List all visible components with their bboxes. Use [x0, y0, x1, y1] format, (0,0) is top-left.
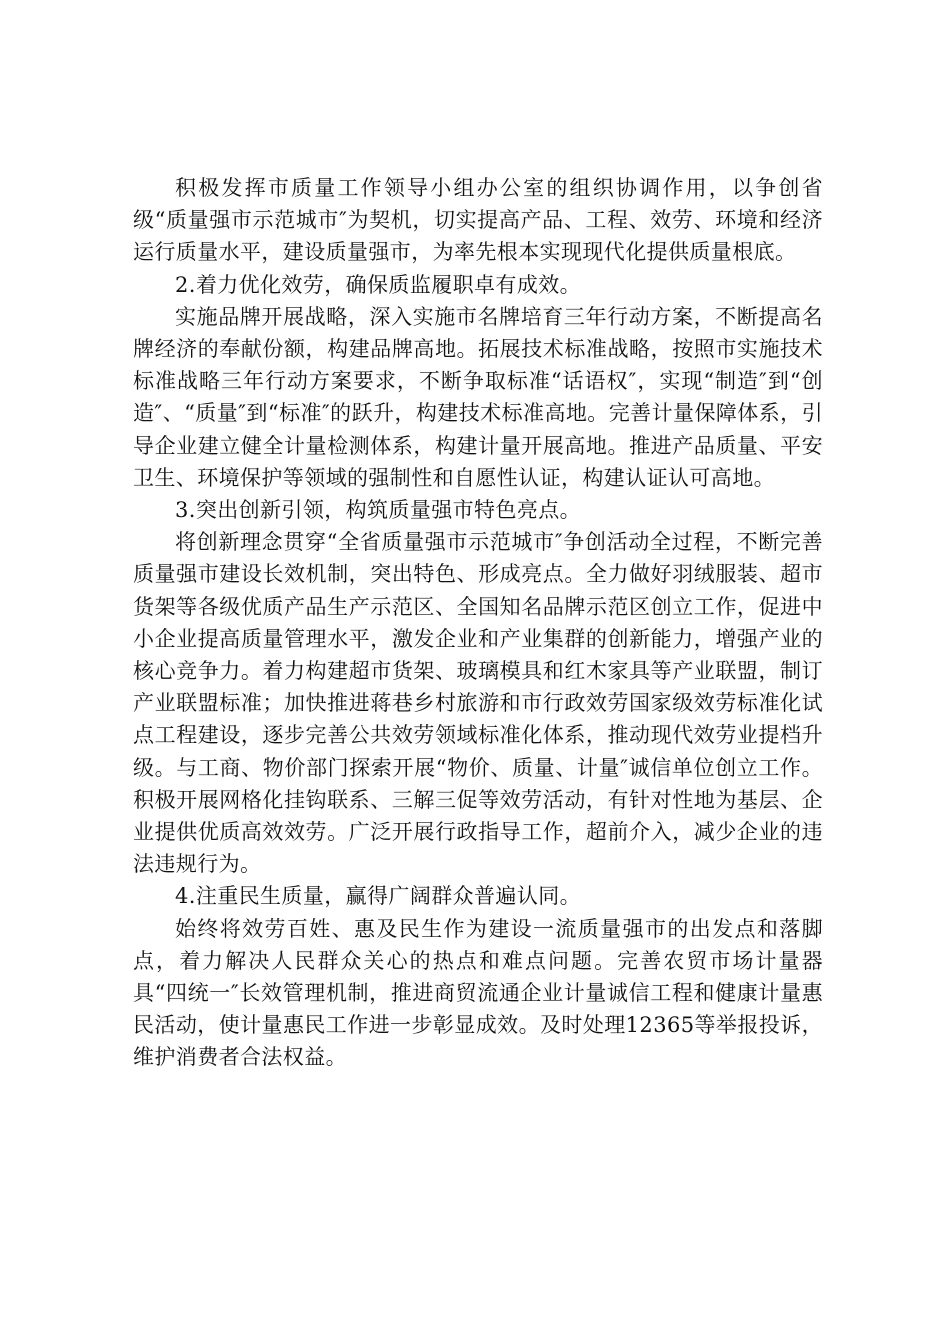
paragraph-quality-coordination: 积极发挥市质量工作领导小组办公室的组织协调作用，以争创省级“质量强市示范城市″为契机，切实提高产品、工程、效劳、环境和经济运行质量水平，建设质量强市，为率先根本实现现代化提供质量根底。 — [133, 176, 823, 265]
paragraph-livelihood-details: 始终将效劳百姓、惠及民生作为建设一流质量强市的出发点和落脚点，着力解决人民群众关心的热点和难点问题。完善农贸市场计量器具“四统一″长效管理机制，推进商贸流通企业计量诚信工程和健康计量惠民活动，使计量惠民工作进一步彰显成效。及时处理12365等举报投诉，维护消费者合法权益。 — [133, 916, 823, 1070]
heading-livelihood-quality: 4.注重民生质量，赢得广阔群众普遍认同。 — [175, 884, 582, 909]
document-body — [133, 172, 823, 1074]
heading-optimize-service: 2.着力优化效劳，确保质监履职卓有成效。 — [175, 272, 582, 297]
heading-innovation-lead: 3.突出创新引领，构筑质量强市特色亮点。 — [175, 498, 582, 523]
paragraph-brand-strategy: 实施品牌开展战略，深入实施市名牌培育三年行动方案，不断提高名牌经济的奉献份额，构建品牌高地。拓展技术标准战略，按照市实施技术标准战略三年行动方案要求，不断争取标准“话语权″，实现“制造″到“创造″、“质量″到“标准″的跃升，构建技术标准高地。完善计量保障体系，引导企业建立健全计量检测体系，构建计量开展高地。推进产品质量、平安卫生、环境保护等领域的强制性和自愿性认证，构建认证认可高地。 — [133, 304, 823, 490]
paragraph-innovation-details: 将创新理念贯穿“全省质量强市示范城市″争创活动全过程，不断完善质量强市建设长效机制，突出特色、形成亮点。全力做好羽绒服装、超市货架等各级优质产品生产示范区、全国知名品牌示范区创立工作，促进中小企业提高质量管理水平，激发企业和产业集群的创新能力，增强产业的核心竞争力。着力构建超市货架、玻璃模具和红木家具等产业联盟，制订产业联盟标准；加快推进蒋巷乡村旅游和市行政效劳国家级效劳标准化试点工程建设，逐步完善公共效劳领域标准化体系，推动现代效劳业提档升级。与工商、物价部门探索开展“物价、质量、计量″诚信单位创立工作。积极开展网格化挂钩联系、三解三促等效劳活动，有针对性地为基层、企业提供优质高效效劳。广泛开展行政指导工作，超前介入，减少企业的违法违规行为。 — [133, 530, 823, 877]
